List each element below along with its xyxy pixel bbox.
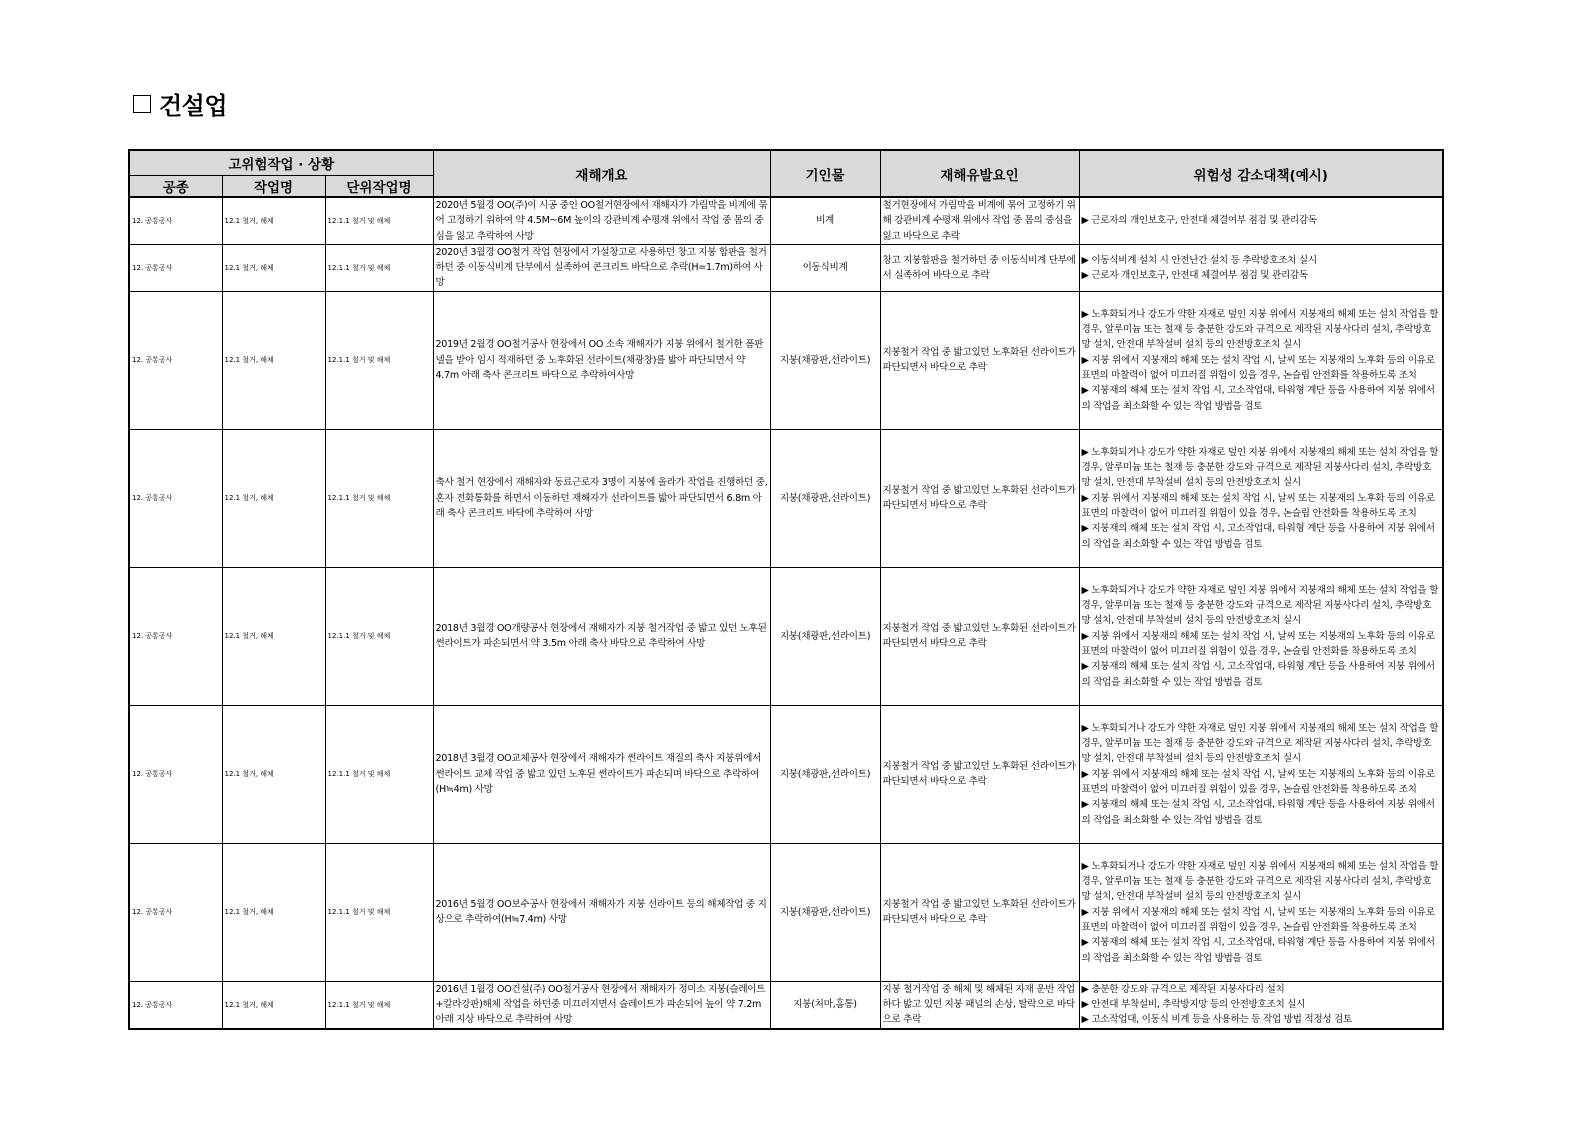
cell-summary: 2020년 3월경 OO철거 작업 현장에서 가설창고로 사용하던 창고 지붕 합판을 철거 하던 중 이동식비계 단부에서 실족하여 콘크리트 바닥으로 추락(H=1.7m)하여 사망 [433,244,770,291]
cell-trade: 12. 공통공사 [129,244,222,291]
cell-trade: 12. 공통공사 [129,843,222,981]
cell-countermeasures [1079,705,1443,843]
cell-task: 12.1 철거, 해체 [222,244,325,291]
countermeasure-item: ▶ 이동식비계 설치 시 안전난간 설치 등 추락방호조치 실시 [1081,254,1317,266]
cell-unit-task: 12.1.1 철거 및 해체 [325,291,433,429]
cell-cause-factor: 창고 지붕합판을 철거하던 중 이동식비계 단부에서 실족하여 바닥으로 추락 [880,244,1079,291]
cell-cause-object: 비계 [770,197,880,244]
cell-cause-object: 지붕(채광판,선라이트) [770,705,880,843]
countermeasure-item: ▶ 지붕재의 해체 또는 설치 작업 시, 고소작업대, 타워형 계단 등을 사용하여 지붕 위에서의 작업을 최소화할 수 있는 작업 방법을 검토 [1081,661,1435,688]
countermeasure-item: ▶ 지붕 위에서 지붕재의 해체 또는 설치 작업 시, 날씨 또는 지붕재의 노후화 등의 이유로 표면의 마찰력이 없어 미끄러질 위험이 있을 경우, 논슬립 안전화를 착용하도록 조치 [1081,906,1435,933]
cell-unit-task: 12.1.1 철거 및 해체 [325,705,433,843]
countermeasure-item: ▶ 노후화되거나 강도가 약한 자재로 덮인 지붕 위에서 지붕재의 해체 또는 설치 작업을 할 경우, 알루미늄 또는 철재 등 충분한 강도와 규격으로 제작된 지붕사다리 설치, 추락방호망 설치, 안전대 부착설비 설치 등의 안전방호조치 실시 [1081,446,1439,489]
table-row [129,981,1443,1028]
countermeasure-item: ▶ 근로자 개인보호구, 안전대 체결여부 점검 및 관리감독 [1081,269,1308,281]
cell-task: 12.1 철거, 해체 [222,429,325,567]
header-cause-factor: 재해유발요인 [880,150,1079,197]
cell-countermeasures [1079,197,1443,244]
header-unit-task: 단위작업명 [325,176,433,198]
cell-trade: 12. 공통공사 [129,291,222,429]
table-row [129,705,1443,843]
cell-cause-object: 지붕(채광판,선라이트) [770,291,880,429]
countermeasure-item: ▶ 지붕재의 해체 또는 설치 작업 시, 고소작업대, 타워형 계단 등을 사용하여 지붕 위에서의 작업을 최소화할 수 있는 작업 방법을 검토 [1081,523,1435,550]
cell-unit-task: 12.1.1 철거 및 해체 [325,981,433,1028]
cell-cause-factor: 철거현장에서 가림막을 비계에 묶어 고정하기 위해 강관비계 수평재 위에서 작업 중 몸의 중심을 잃고 바닥으로 추락 [880,197,1079,244]
cell-summary: 2018년 3월경 OO교체공사 현장에서 재해자가 썬라이트 재질의 축사 지붕위에서 썬라이트 교체 작업 중 밟고 있던 노후된 썬라이트가 파손되며 바닥으로 추락하여(H≒4m) 사망 [433,705,770,843]
cell-trade: 12. 공통공사 [129,429,222,567]
countermeasure-item: ▶ 지붕 위에서 지붕재의 해체 또는 설치 작업 시, 날씨 또는 지붕재의 노후화 등의 이유로 표면의 마찰력이 없어 미끄러질 위험이 있을 경우, 논슬립 안전화를 착용하도록 조치 [1081,492,1435,519]
countermeasure-item: ▶ 노후화되거나 강도가 약한 자재로 덮인 지붕 위에서 지붕재의 해체 또는 설치 작업을 할 경우, 알루미늄 또는 철재 등 충분한 강도와 규격으로 제작된 지붕사다리 설치, 추락방호망 설치, 안전대 부착설비 설치 등의 안전방호조치 실시 [1081,584,1439,627]
cell-cause-object: 지붕(채광판,선라이트) [770,429,880,567]
cell-trade: 12. 공통공사 [129,981,222,1028]
table-row [129,291,1443,429]
cell-task: 12.1 철거, 해체 [222,567,325,705]
header-summary: 재해개요 [433,150,770,197]
countermeasure-item: ▶ 지붕재의 해체 또는 설치 작업 시, 고소작업대, 타워형 계단 등을 사용하여 지붕 위에서의 작업을 최소화할 수 있는 작업 방법을 검토 [1081,799,1435,826]
table-row [129,244,1443,291]
table-row [129,197,1443,244]
cell-countermeasures [1079,981,1443,1028]
countermeasure-item: ▶ 고소작업대, 이동식 비계 등을 사용하는 등 작업 방법 적정성 검토 [1081,1014,1352,1026]
cell-unit-task: 12.1.1 철거 및 해체 [325,244,433,291]
cell-unit-task: 12.1.1 철거 및 해체 [325,843,433,981]
page-title-text: 건설업 [159,92,228,120]
header-cause-object: 기인물 [770,150,880,197]
page-title [133,86,227,121]
cell-cause-factor: 지붕철거 작업 중 밟고있던 노후화된 선라이트가 파단되면서 바닥으로 추락 [880,705,1079,843]
countermeasure-item: ▶ 지붕 위에서 지붕재의 해체 또는 설치 작업 시, 날씨 또는 지붕재의 노후화 등의 이유로 표면의 마찰력이 없어 미끄러질 위험이 있을 경우, 논슬립 안전화를 착용하도록 조치 [1081,768,1435,795]
header-countermeasure: 위험성 감소대책(예시) [1079,150,1443,197]
cell-countermeasures [1079,291,1443,429]
cell-summary: 2020년 5월경 OO(주)이 시공 중인 OO철거현장에서 재해자가 가림막을 비계에 묶어 고정하기 위하여 약 4.5M~6M 높이의 강관비계 수평재 위에서 작업 중 몸의 중심을 잃고 추락하여 사망 [433,197,770,244]
cell-summary: 2016년 5월경 OO보수공사 현장에서 재해자가 지붕 선라이트 등의 해체작업 중 지상으로 추락하여(H≒7.4m) 사망 [433,843,770,981]
cell-cause-object: 지붕(처마,홈통) [770,981,880,1028]
countermeasure-item: ▶ 노후화되거나 강도가 약한 자재로 덮인 지붕 위에서 지붕재의 해체 또는 설치 작업을 할 경우, 알루미늄 또는 철재 등 충분한 강도와 규격으로 제작된 지붕사다리 설치, 추락방호망 설치, 안전대 부착설비 설치 등의 안전방호조치 실시 [1081,308,1439,351]
cell-task: 12.1 철거, 해체 [222,197,325,244]
cell-cause-factor: 지붕철거 작업 중 밟고있던 노후화된 선라이트가 파단되면서 바닥으로 추락 [880,843,1079,981]
risk-table [128,149,1444,1030]
countermeasure-item: ▶ 충분한 강도와 규격으로 제작된 지붕사다리 설치 [1081,983,1285,995]
cell-task: 12.1 철거, 해체 [222,981,325,1028]
cell-cause-factor: 지붕철거 작업 중 밟고있던 노후화된 선라이트가 파단되면서 바닥으로 추락 [880,429,1079,567]
header-trade: 공종 [129,176,222,198]
countermeasure-item: ▶ 노후화되거나 강도가 약한 자재로 덮인 지붕 위에서 지붕재의 해체 또는 설치 작업을 할 경우, 알루미늄 또는 철재 등 충분한 강도와 규격으로 제작된 지붕사다리 설치, 추락방호망 설치, 안전대 부착설비 설치 등의 안전방호조치 실시 [1081,722,1439,765]
cell-cause-object: 지붕(채광판,선라이트) [770,567,880,705]
cell-trade: 12. 공통공사 [129,197,222,244]
countermeasure-item: ▶ 지붕 위에서 지붕재의 해체 또는 설치 작업 시, 날씨 또는 지붕재의 노후화 등의 이유로 표면의 마찰력이 없어 미끄러질 위험이 있을 경우, 논슬립 안전화를 착용하도록 조치 [1081,630,1435,657]
table-row [129,843,1443,981]
table-row [129,567,1443,705]
countermeasure-item: ▶ 노후화되거나 강도가 약한 자재로 덮인 지붕 위에서 지붕재의 해체 또는 설치 작업을 할 경우, 알루미늄 또는 철재 등 충분한 강도와 규격으로 제작된 지붕사다리 설치, 추락방호망 설치, 안전대 부착설비 설치 등의 안전방호조치 실시 [1081,860,1439,903]
cell-countermeasures [1079,429,1443,567]
cell-task: 12.1 철거, 해체 [222,291,325,429]
cell-task: 12.1 철거, 해체 [222,705,325,843]
cell-cause-object: 지붕(채광판,선라이트) [770,843,880,981]
countermeasure-item: ▶ 지붕재의 해체 또는 설치 작업 시, 고소작업대, 타워형 계단 등을 사용하여 지붕 위에서의 작업을 최소화할 수 있는 작업 방법을 검토 [1081,385,1435,412]
cell-summary: 축사 철거 현장에서 재해자와 동료근로자 3명이 지붕에 올라가 작업을 진행하던 중, 혼자 전화통화를 하면서 이동하던 재해자가 선라이트를 밟아 파단되면서 6.8m 아래 축사 콘크리트 바닥에 추락하여 사망 [433,429,770,567]
cell-task: 12.1 철거, 해체 [222,843,325,981]
countermeasure-item: ▶ 지붕 위에서 지붕재의 해체 또는 설치 작업 시, 날씨 또는 지붕재의 노후화 등의 이유로 표면의 마찰력이 없어 미끄러질 위험이 있을 경우, 논슬립 안전화를 착용하도록 조치 [1081,354,1435,381]
cell-trade: 12. 공통공사 [129,567,222,705]
header-task: 작업명 [222,176,325,198]
cell-cause-factor: 지붕철거 작업 중 밟고있던 노후화된 선라이트가 파단되면서 바닥으로 추락 [880,291,1079,429]
countermeasure-item: ▶ 근로자의 개인보호구, 안전대 체결여부 점검 및 관리감독 [1081,215,1317,227]
cell-summary: 2019년 2월경 OO철거공사 현장에서 OO 소속 재해자가 지붕 위에서 철거한 폼판넬을 받아 임시 적재하던 중 노후화된 선라이트(채광창)를 밟아 파단되면서 약 4.7m 아래 축사 콘크리트 바닥으로 추락하여사망 [433,291,770,429]
cell-summary: 2018년 3월경 OO개량공사 현장에서 재해자가 지붕 철거작업 중 밟고 있던 노후된 썬라이트가 파손되면서 약 3.5m 아래 축사 바닥으로 추락하여 사망 [433,567,770,705]
cell-cause-factor: 지붕철거 작업 중 밟고있던 노후화된 선라이트가 파단되면서 바닥으로 추락 [880,567,1079,705]
table-row [129,429,1443,567]
cell-trade: 12. 공통공사 [129,705,222,843]
cell-unit-task: 12.1.1 철거 및 해체 [325,197,433,244]
cell-unit-task: 12.1.1 철거 및 해체 [325,567,433,705]
table-body [129,197,1443,1029]
cell-unit-task: 12.1.1 철거 및 해체 [325,429,433,567]
cell-cause-object: 이동식비계 [770,244,880,291]
header-group: 고위험작업 · 상황 [129,150,433,176]
countermeasure-item: ▶ 안전대 부착설비, 추락방지망 등의 안전방호조치 실시 [1081,999,1306,1011]
cell-countermeasures [1079,843,1443,981]
cell-cause-factor: 지붕 철거작업 중 해체 및 해체된 자재 운반 작업하다 밟고 있던 지붕 패널의 손상, 탈락으로 바닥으로 추락 [880,981,1079,1028]
countermeasure-item: ▶ 지붕재의 해체 또는 설치 작업 시, 고소작업대, 타워형 계단 등을 사용하여 지붕 위에서의 작업을 최소화할 수 있는 작업 방법을 검토 [1081,937,1435,964]
checkbox-square-icon [133,95,151,113]
cell-countermeasures [1079,244,1443,291]
cell-countermeasures [1079,567,1443,705]
cell-summary: 2016년 1월경 OO건설(주) OO철거공사 현장에서 재해자가 정미소 지붕(슬레이트+칼라강판)해체 작업을 하던중 미끄러지면서 슬레이트가 파손되어 높이 약 7.2m 아래 지상 바닥으로 추락하여 사망 [433,981,770,1028]
